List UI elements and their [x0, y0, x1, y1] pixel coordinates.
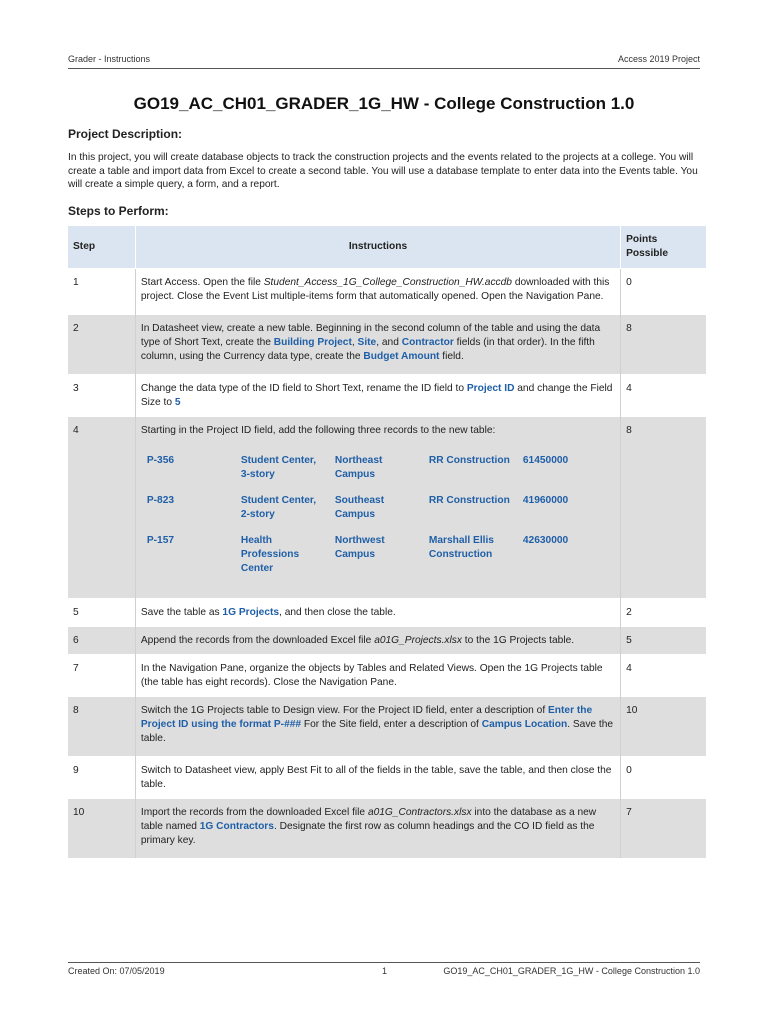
step-points: 8	[621, 315, 706, 375]
header-instructions: Instructions	[135, 226, 620, 269]
step-number: 6	[68, 627, 135, 655]
footer-document-name: GO19_AC_CH01_GRADER_1G_HW - College Construction 1.0	[443, 966, 700, 976]
step-points: 7	[621, 799, 706, 859]
header-right-text: Access 2019 Project	[617, 54, 700, 64]
record-building-project: Student Center, 3-story	[240, 455, 317, 480]
record-contractor: RR Construction	[428, 455, 510, 466]
record-building-project: Student Center, 2-story	[240, 495, 317, 520]
step-number: 7	[68, 655, 135, 697]
project-description-heading: Project Description:	[68, 127, 183, 141]
step-instructions: Start Access. Open the file Student_Access_1G_College_Construction_HW.accdb downloaded with this project. Close the Event List multiple-items form that automatically opened. Open the Navigation Pane.	[135, 269, 620, 315]
steps-table	[68, 226, 706, 858]
step-number: 8	[68, 697, 135, 757]
header-divider	[68, 68, 700, 69]
table-row	[68, 799, 706, 859]
record-row	[141, 494, 611, 534]
step-number: 10	[68, 799, 135, 859]
record-row	[141, 534, 611, 588]
record-contractor: Marshall Ellis Construction	[428, 535, 494, 560]
record-budget-amount: 41960000	[522, 495, 569, 506]
document-title: GO19_AC_CH01_GRADER_1G_HW - College Construction 1.0	[133, 94, 635, 113]
table-row	[68, 655, 706, 697]
record-budget-amount: 61450000	[522, 455, 569, 466]
header-points: Points Possible	[621, 226, 706, 269]
record-budget-amount: 42630000	[522, 535, 569, 546]
step-points: 4	[621, 375, 706, 417]
record-contractor: RR Construction	[428, 495, 510, 506]
records-table	[141, 454, 611, 588]
steps-heading: Steps to Perform:	[68, 204, 169, 218]
record-site: Southeast Campus	[334, 495, 385, 520]
record-row	[141, 454, 611, 494]
record-project-id: P-157	[146, 535, 175, 546]
table-row	[68, 697, 706, 757]
step-instructions: In Datasheet view, create a new table. Beginning in the second column of the table and using the data type of Short Text, create the Building Project, Site, and Contractor fields (in that order). In the fifth column, using the Currency data type, create the Budget Amount field.	[135, 315, 620, 375]
table-row	[68, 269, 706, 315]
step-points: 5	[621, 627, 706, 655]
header-step: Step	[68, 226, 135, 269]
step-instructions: Switch to Datasheet view, apply Best Fit to all of the fields in the table, save the table, and then close the table.	[135, 757, 620, 799]
table-row	[68, 417, 706, 599]
footer-created-on: Created On: 07/05/2019	[68, 966, 165, 976]
footer-divider	[68, 962, 700, 963]
table-row	[68, 599, 706, 627]
step-points: 0	[621, 269, 706, 315]
step-points: 10	[621, 697, 706, 757]
step-instructions: Save the table as 1G Projects, and then close the table.	[135, 599, 620, 627]
step-points: 4	[621, 655, 706, 697]
step-number: 1	[68, 269, 135, 315]
table-row	[68, 315, 706, 375]
footer-page-number: 1	[382, 966, 388, 976]
step-points: 8	[621, 417, 706, 599]
record-project-id: P-823	[146, 495, 175, 506]
step-instructions: Switch the 1G Projects table to Design view. For the Project ID field, enter a description of Enter the Project ID using the format P-### For the Site field, enter a description of Campus Location. Save the table.	[135, 697, 620, 757]
step-number: 9	[68, 757, 135, 799]
header-left-text: Grader - Instructions	[68, 54, 151, 64]
step-number: 4	[68, 417, 135, 599]
record-site: Northwest Campus	[334, 535, 385, 560]
step-instructions: Change the data type of the ID field to Short Text, rename the ID field to Project ID and change the Field Size to 5	[135, 375, 620, 417]
step-number: 5	[68, 599, 135, 627]
page-header	[68, 54, 700, 64]
record-project-id: P-356	[146, 455, 175, 466]
step-instructions: Starting in the Project ID field, add the following three records to the new table: P-356 Student Center, 3-story Northeast Campus RR Construction 61450000 P-823 Student Center, 2-story Southeast Campus RR Construction 41960000 P-157 Health Professions Center Northwest Campus Marshall Ellis Construction 42630000	[135, 417, 620, 599]
step-instructions: Append the records from the downloaded Excel file a01G_Projects.xlsx to the 1G Projects table.	[135, 627, 620, 655]
step-instructions: Import the records from the downloaded Excel file a01G_Contractors.xlsx into the database as a new table named 1G Contractors. Designate the first row as column headings and the CO ID field as the primary key.	[135, 799, 620, 859]
step-points: 0	[621, 757, 706, 799]
record-building-project: Health Professions Center	[240, 535, 300, 574]
step-instructions: In the Navigation Pane, organize the objects by Tables and Related Views. Open the 1G Projects table (the table has eight records). Close the Navigation Pane.	[135, 655, 620, 697]
project-description-text: In this project, you will create database objects to track the construction projects and the events related to the projects at a college. You will create a table and import data from Excel to create a second table. You will use a database template to enter data into the Events table. You will create a simple query, a form, and a report.	[68, 152, 698, 190]
step-number: 3	[68, 375, 135, 417]
table-header-row	[68, 226, 706, 269]
table-row	[68, 627, 706, 655]
step-number: 2	[68, 315, 135, 375]
step-points: 2	[621, 599, 706, 627]
table-row	[68, 757, 706, 799]
table-row	[68, 375, 706, 417]
record-site: Northeast Campus	[334, 455, 383, 480]
